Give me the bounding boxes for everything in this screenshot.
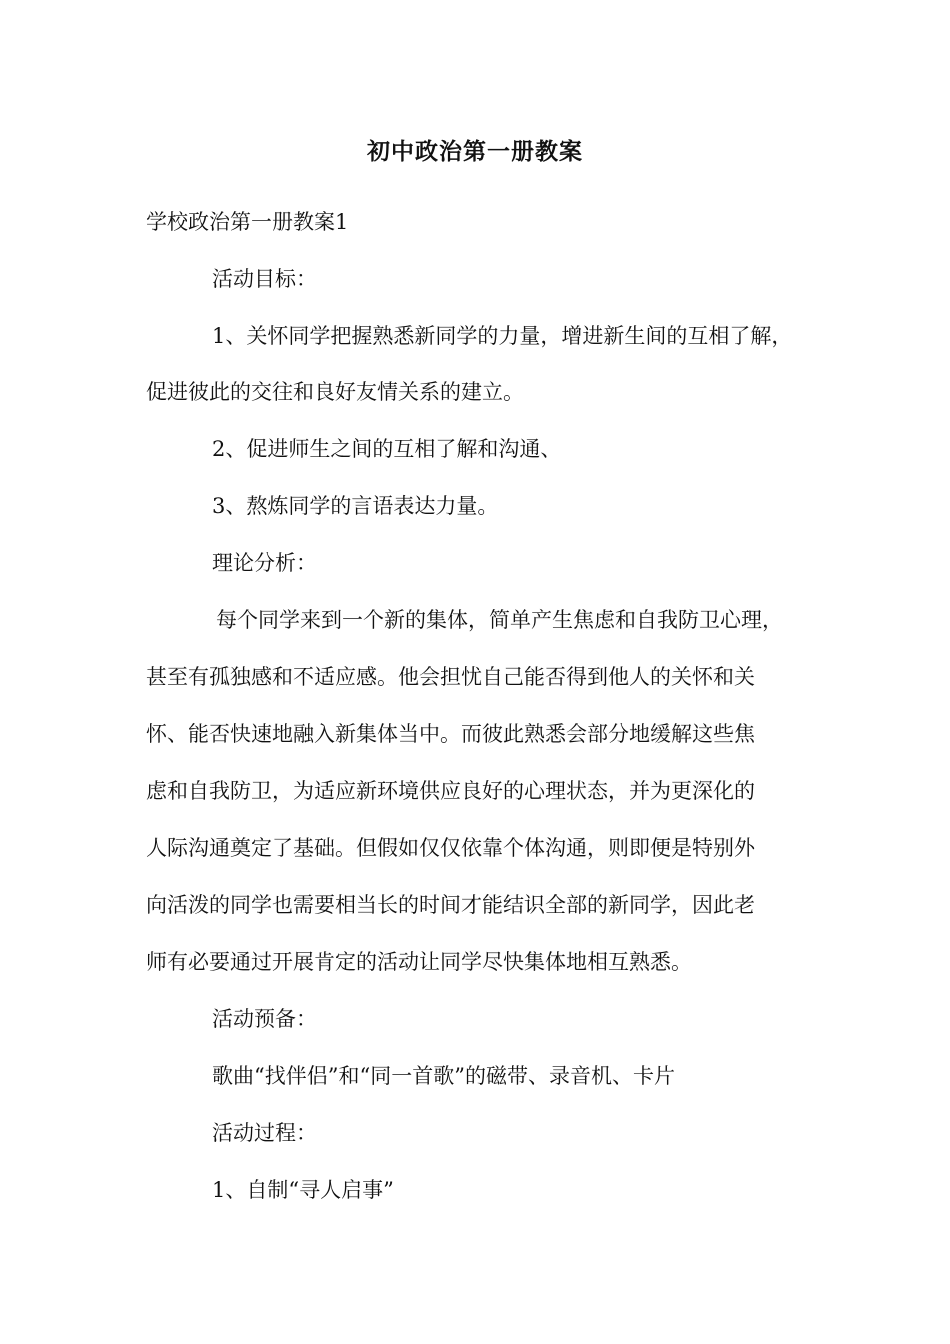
paragraph-line: 活动过程： <box>212 1121 317 1145</box>
paragraph-line: 虑和自我防卫，为适应新环境供应良好的心理状态，并为更深化的 <box>146 779 755 803</box>
paragraph-line: 2、促进师生之间的互相了解和沟通、 <box>212 437 562 461</box>
paragraph-line: 理论分析： <box>212 551 317 575</box>
paragraph-line: 甚至有孤独感和不适应感。他会担忧自己能否得到他人的关怀和关 <box>146 665 755 689</box>
paragraph-line: 向活泼的同学也需要相当长的时间才能结识全部的新同学，因此老 <box>146 893 755 917</box>
paragraph-line: 3、熬炼同学的言语表达力量。 <box>212 494 499 518</box>
section-heading: 学校政治第一册教案1 <box>146 210 349 234</box>
paragraph-line: 每个同学来到一个新的集体，简单产生焦虑和自我防卫心理， <box>216 608 783 632</box>
paragraph-line: 1、自制“寻人启事” <box>212 1178 394 1202</box>
paragraph-line: 人际沟通奠定了基础。但假如仅仅依靠个体沟通，则即便是特别外 <box>146 836 755 860</box>
paragraph-line: 促进彼此的交往和良好友情关系的建立。 <box>146 380 524 404</box>
document-title: 初中政治第一册教案 <box>367 138 583 165</box>
paragraph-line: 歌曲“找伴侣”和“同一首歌”的磁带、录音机、卡片 <box>212 1064 675 1088</box>
paragraph-line: 师有必要通过开展肯定的活动让同学尽快集体地相互熟悉。 <box>146 950 692 974</box>
paragraph-line: 活动目标： <box>212 267 317 291</box>
paragraph-line: 怀、能否快速地融入新集体当中。而彼此熟悉会部分地缓解这些焦 <box>146 722 755 746</box>
paragraph-line: 活动预备： <box>212 1007 317 1031</box>
paragraph-line: 1、关怀同学把握熟悉新同学的力量，增进新生间的互相了解， <box>212 324 793 348</box>
